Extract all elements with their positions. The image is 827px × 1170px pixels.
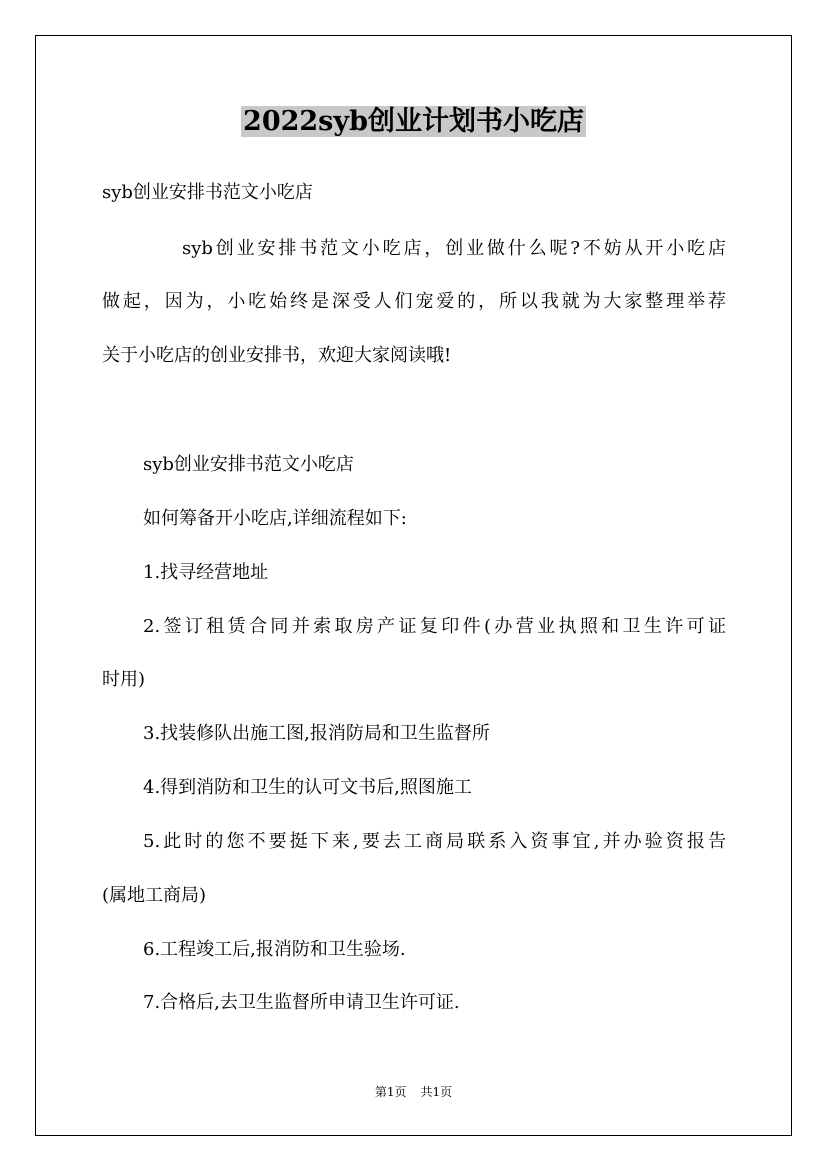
page-number: 第1页 [374, 1085, 407, 1099]
section-heading: syb创业安排书范文小吃店 [143, 454, 354, 475]
flow-intro: 如何筹备开小吃店,详细流程如下: [143, 508, 407, 529]
page-total: 共1页 [420, 1085, 453, 1099]
step-2-line-2: 时用) [102, 669, 146, 690]
step-5-line-1: 5.此时的您不要挺下来,要去工商局联系入资事宜,并办验资报告 [143, 831, 726, 852]
intro-line-1: syb创业安排书范文小吃店，创业做什么呢?不妨从开小吃店 [182, 238, 726, 259]
step-6: 6.工程竣工后,报消防和卫生验场. [143, 939, 406, 960]
document-subtitle: syb创业安排书范文小吃店 [102, 182, 313, 203]
step-3: 3.找装修队出施工图,报消防局和卫生监督所 [143, 723, 490, 744]
document-title-text: 2022syb创业计划书小吃店 [243, 106, 584, 137]
step-5-line-2: (属地工商局) [102, 885, 207, 906]
page-footer [0, 1084, 827, 1100]
step-4: 4.得到消防和卫生的认可文书后,照图施工 [143, 777, 472, 798]
intro-line-3: 关于小吃店的创业安排书，欢迎大家阅读哦! [102, 345, 452, 366]
document-title [0, 102, 827, 142]
step-1: 1.找寻经营地址 [143, 562, 269, 583]
step-7: 7.合格后,去卫生监督所申请卫生许可证. [143, 992, 460, 1013]
step-2-line-1: 2.签订租赁合同并索取房产证复印件(办营业执照和卫生许可证 [143, 616, 726, 637]
intro-line-2: 做起，因为，小吃始终是深受人们宠爱的，所以我就为大家整理举荐 [102, 291, 726, 312]
